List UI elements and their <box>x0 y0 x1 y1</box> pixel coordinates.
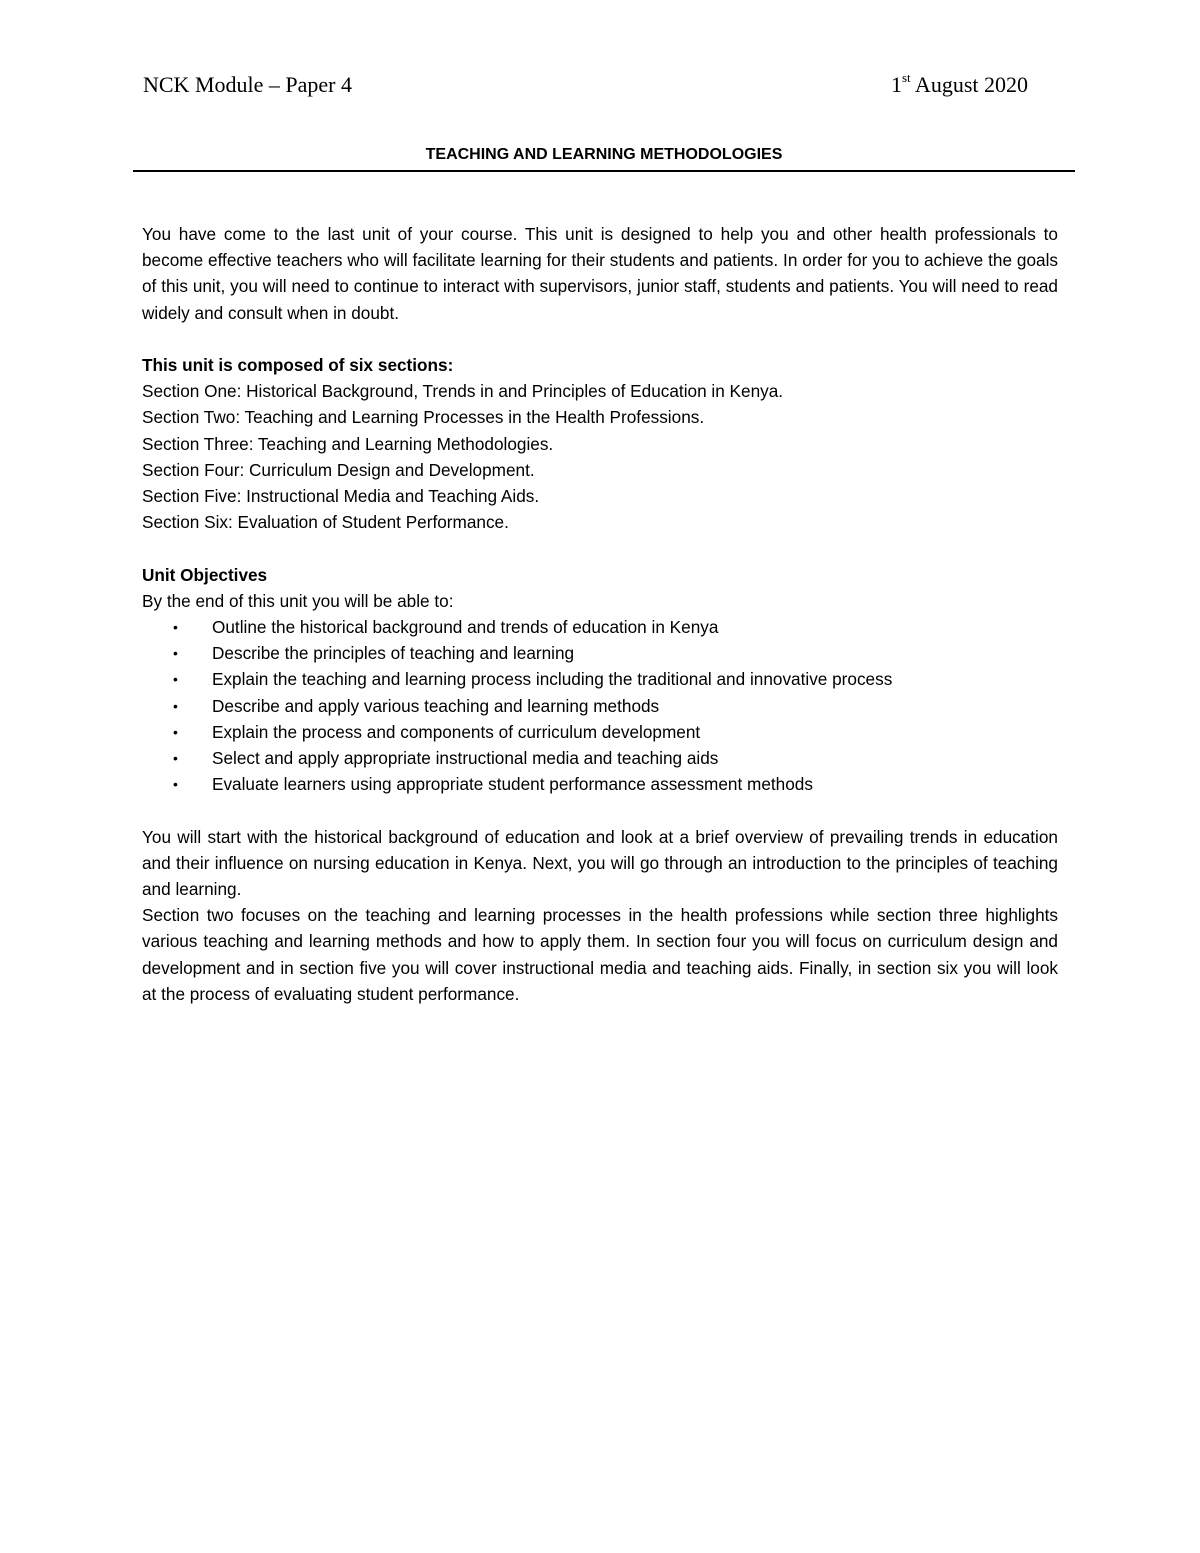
bullet-icon: • <box>173 723 178 740</box>
objectives-list <box>142 614 1058 797</box>
objectives-lead: By the end of this unit you will be able to: <box>142 590 454 611</box>
section-item: Section Four: Curriculum Design and Development. <box>142 459 535 480</box>
objective-text: Explain the teaching and learning process including the traditional and innovative process <box>212 669 893 690</box>
bullet-icon: • <box>173 645 178 662</box>
date-suffix: st <box>901 70 911 85</box>
list-item <box>142 640 1058 666</box>
module-label: NCK Module – Paper 4 <box>143 72 352 97</box>
section-item: Section Six: Evaluation of Student Performance. <box>142 512 509 533</box>
objectives-heading: Unit Objectives <box>142 564 268 585</box>
list-item <box>142 745 1058 771</box>
section-item: Section One: Historical Background, Trends in and Principles of Education in Kenya. <box>142 381 784 402</box>
page-header <box>143 70 1028 104</box>
intro-paragraph: You have come to the last unit of your course. This unit is designed to help you and other health professionals to become effective teachers who will facilitate learning for their students and patients. In order for you to achieve the goals of this unit, you will need to continue to interact with supervisors, junior staff, students and patients. You will need to read widely and consult when in doubt. <box>142 224 1058 323</box>
objective-text: Describe the principles of teaching and learning <box>212 643 575 664</box>
list-item <box>142 666 1058 692</box>
sections-heading: This unit is composed of six sections: <box>142 355 454 375</box>
list-item <box>142 719 1058 745</box>
closing-paragraph-1: You will start with the historical background of education and look at a brief overview of prevailing trends in education and their influence on nursing education in Kenya. Next, you will go through an introduction to the principles of teaching and learning. <box>142 826 1058 900</box>
list-item <box>142 693 1058 719</box>
bullet-icon: • <box>173 697 178 714</box>
spacer <box>142 797 1058 823</box>
date-rest: August 2020 <box>910 72 1028 97</box>
spacer <box>142 535 1058 561</box>
objective-text: Outline the historical background and trends of education in Kenya <box>212 617 719 638</box>
list-item <box>142 614 1058 640</box>
bullet-icon: • <box>173 750 178 767</box>
objective-text: Describe and apply various teaching and learning methods <box>212 695 660 716</box>
document-title: TEACHING AND LEARNING METHODOLOGIES <box>425 146 783 163</box>
bullet-icon: • <box>173 619 178 636</box>
section-item: Section Five: Instructional Media and Teaching Aids. <box>142 486 540 507</box>
bullet-icon: • <box>173 671 178 688</box>
date-day: 1 <box>890 72 902 97</box>
header-date <box>891 70 1028 100</box>
objective-text: Explain the process and components of curriculum development <box>212 721 701 742</box>
document-body <box>142 221 1058 1007</box>
spacer <box>142 326 1058 352</box>
title-underline <box>133 170 1075 172</box>
section-item: Section Two: Teaching and Learning Processes in the Health Professions. <box>142 407 705 428</box>
list-item <box>142 771 1058 797</box>
bullet-icon: • <box>173 776 178 793</box>
closing-paragraph-2: Section two focuses on the teaching and learning processes in the health professions while section three highlights various teaching and learning methods and how to apply them. In section four you will focus on curriculum design and development and in section five you will cover instructional media and teaching aids. Finally, in section six you will look at the process of evaluating student performance. <box>142 905 1058 1004</box>
section-item: Section Three: Teaching and Learning Methodologies. <box>142 433 554 454</box>
objective-text: Evaluate learners using appropriate student performance assessment methods <box>212 774 813 795</box>
objective-text: Select and apply appropriate instructional media and teaching aids <box>212 748 719 769</box>
